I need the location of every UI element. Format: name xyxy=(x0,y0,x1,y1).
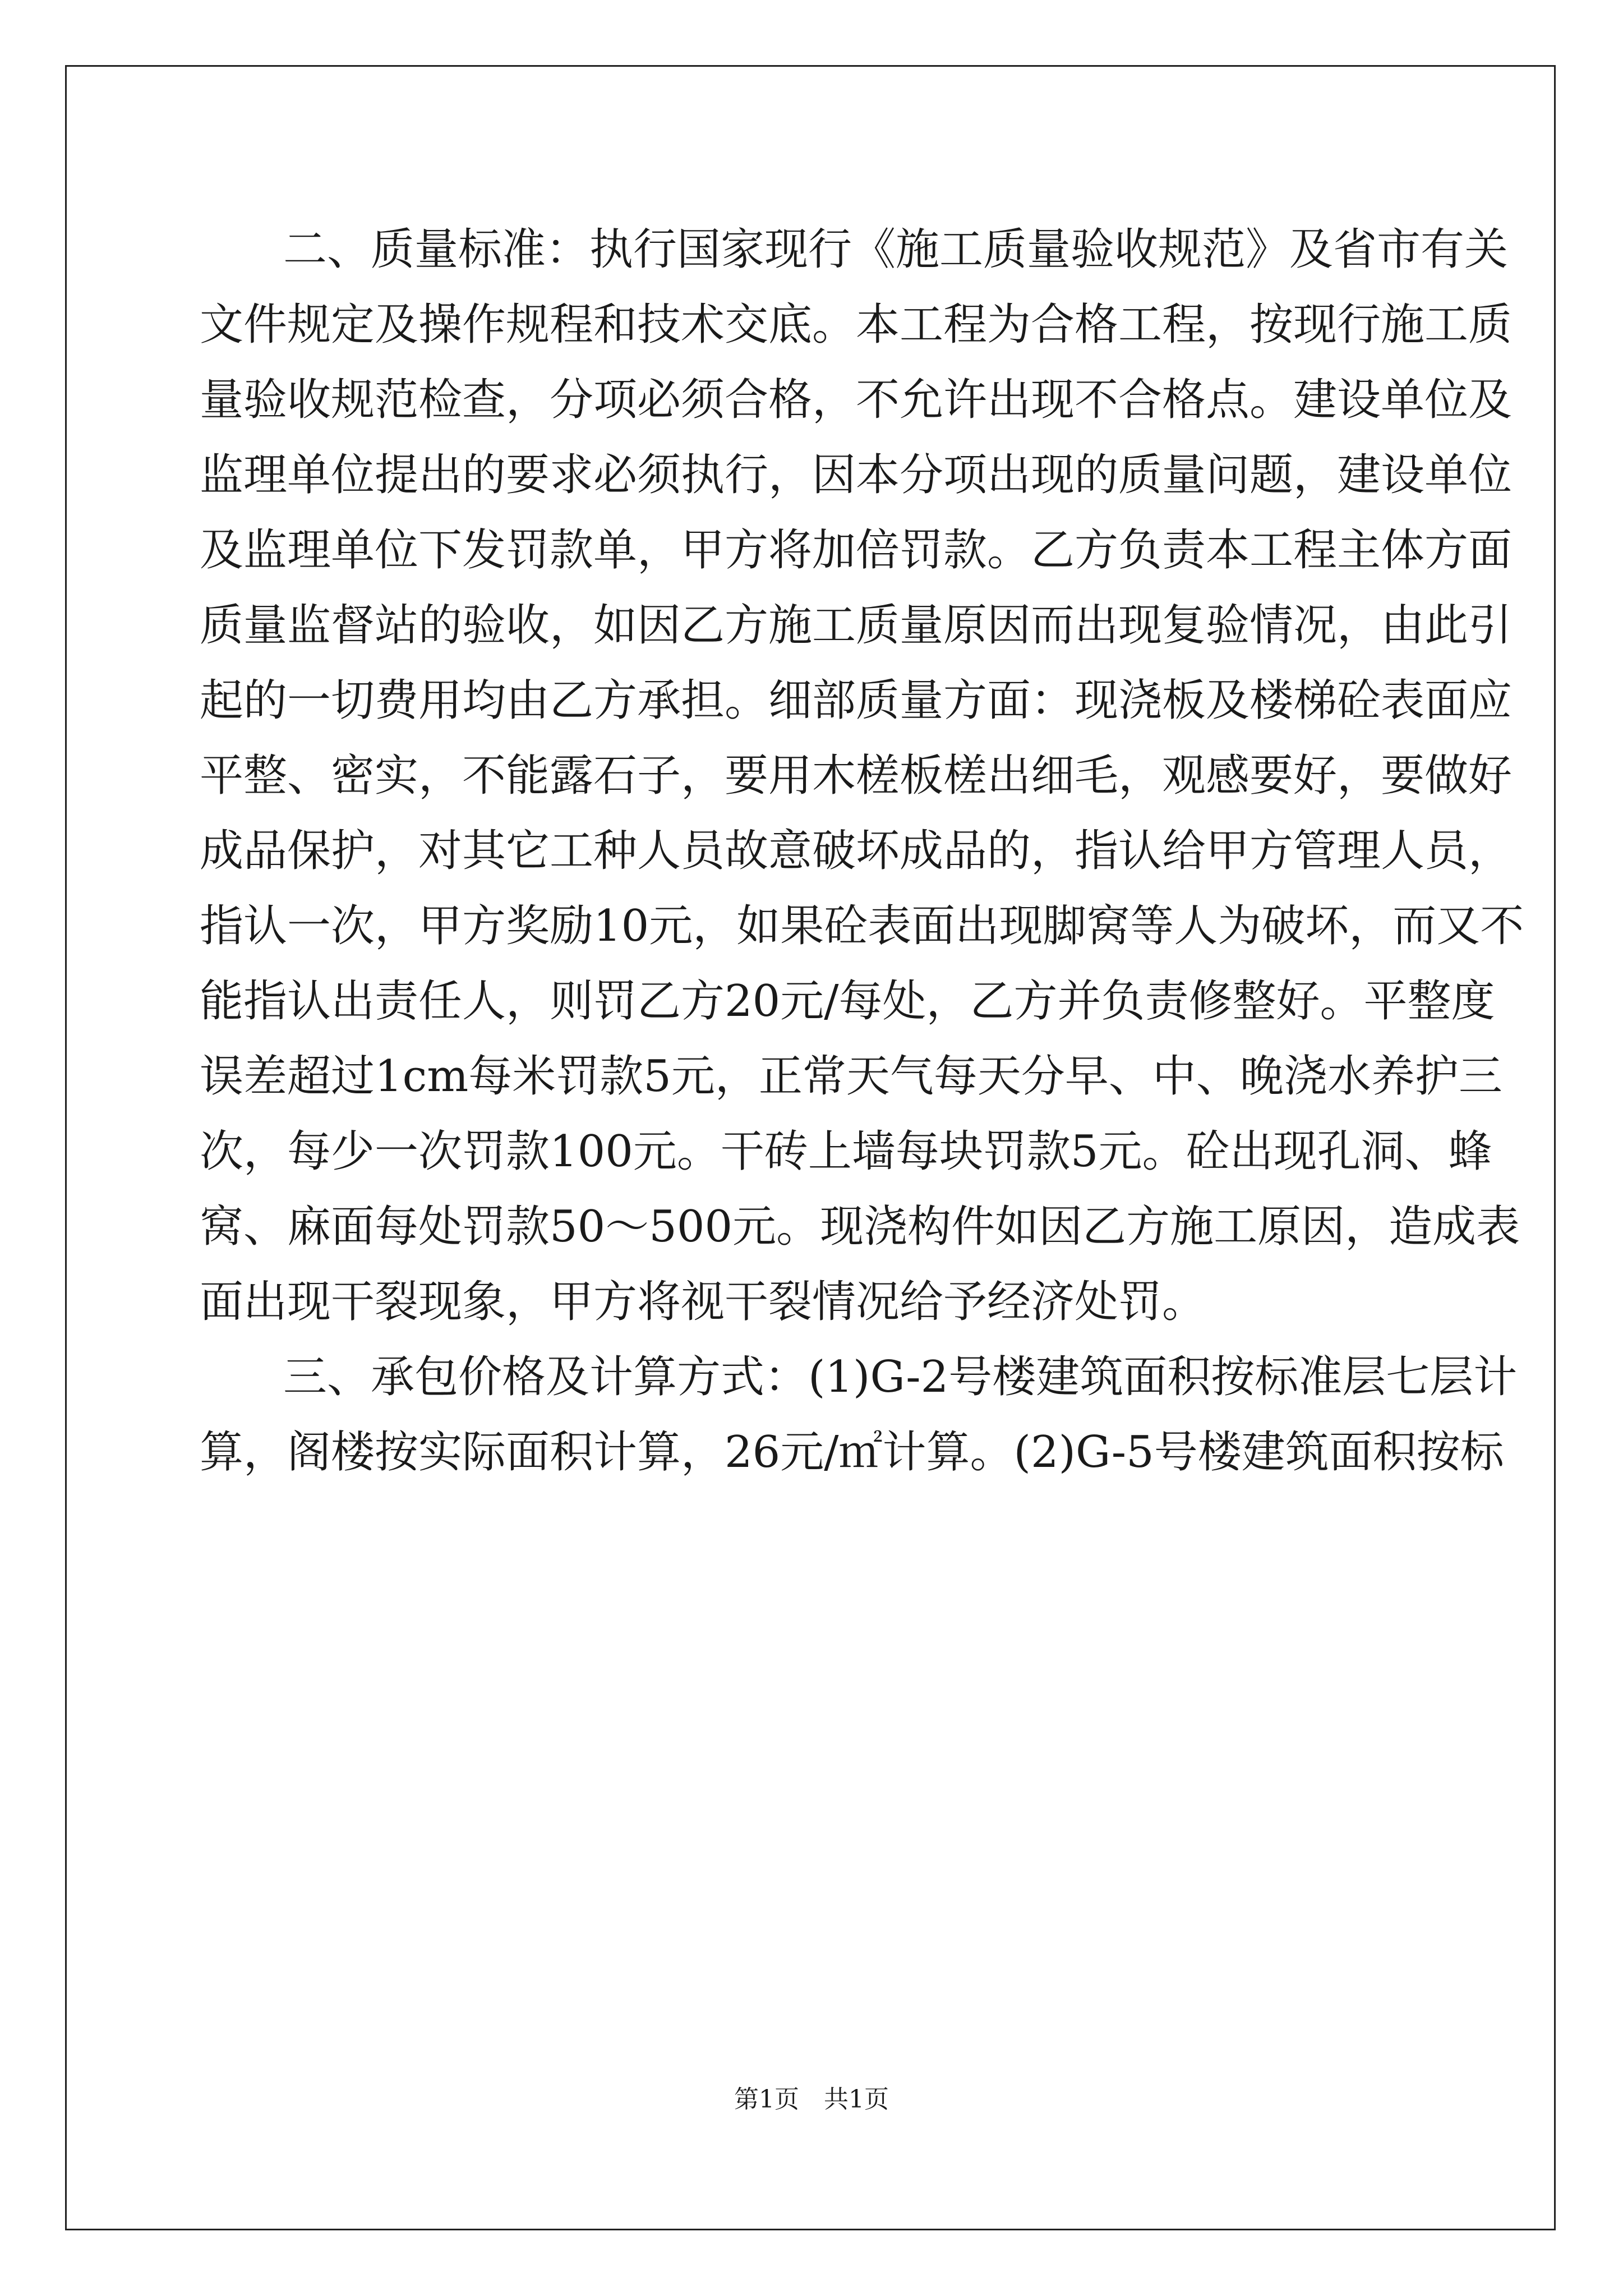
paragraph-2-line-7: 起的一切费用均由乙方承担。细部质量方面：现浇板及楼梯砼表面应 xyxy=(200,675,1513,726)
paragraph-2-line-6: 质量监督站的验收，如因乙方施工质量原因而出现复验情况，由此引 xyxy=(200,600,1513,651)
paragraph-2-line-10: 指认一次，甲方奖励10元，如果砼表面出现脚窝等人为破坏，而又不 xyxy=(200,901,1524,951)
paragraph-3-line-1: 三、承包价格及计算方式：(1)G-2号楼建筑面积按标准层七层计 xyxy=(283,1352,1518,1402)
paragraph-2-line-13: 次，每少一次罚款100元。干砖上墙每块罚款5元。砼出现孔洞、蜂 xyxy=(200,1126,1492,1177)
paragraph-2-line-4: 监理单位提出的要求必须执行，因本分项出现的质量问题，建设单位 xyxy=(200,450,1513,500)
paragraph-2-line-9: 成品保护，对其它工种人员故意破坏成品的，指认给甲方管理人员， xyxy=(200,826,1513,876)
paragraph-2-line-5: 及监理单位下发罚款单，甲方将加倍罚款。乙方负责本工程主体方面 xyxy=(200,525,1513,576)
paragraph-2-line-15: 面出现干裂现象，甲方将视干裂情况给予经济处罚。 xyxy=(200,1277,1206,1327)
paragraph-2-line-1: 二、质量标准：执行国家现行《施工质量验收规范》及省市有关 xyxy=(283,224,1509,275)
paragraph-2-line-12: 误差超过1cm每米罚款5元，正常天气每天分早、中、晚浇水养护三 xyxy=(200,1051,1502,1102)
page-footer: 第1页 共1页 xyxy=(734,2085,889,2114)
paragraph-3-line-2: 算，阁楼按实际面积计算，26元/㎡计算。(2)G-5号楼建筑面积按标 xyxy=(200,1427,1504,1478)
paragraph-2-line-11: 能指认出责任人，则罚乙方20元/每处，乙方并负责修整好。平整度 xyxy=(200,976,1495,1027)
paragraph-2-line-2: 文件规定及操作规程和技术交底。本工程为合格工程，按现行施工质 xyxy=(200,300,1513,350)
paragraph-2-line-14: 窝、麻面每处罚款50～500元。现浇构件如因乙方施工原因，造成表 xyxy=(200,1202,1520,1252)
paragraph-2-line-8: 平整、密实，不能露石子，要用木槎板槎出细毛，观感要好，要做好 xyxy=(200,751,1513,801)
paragraph-2-line-3: 量验收规范检查，分项必须合格，不允许出现不合格点。建设单位及 xyxy=(200,375,1513,425)
